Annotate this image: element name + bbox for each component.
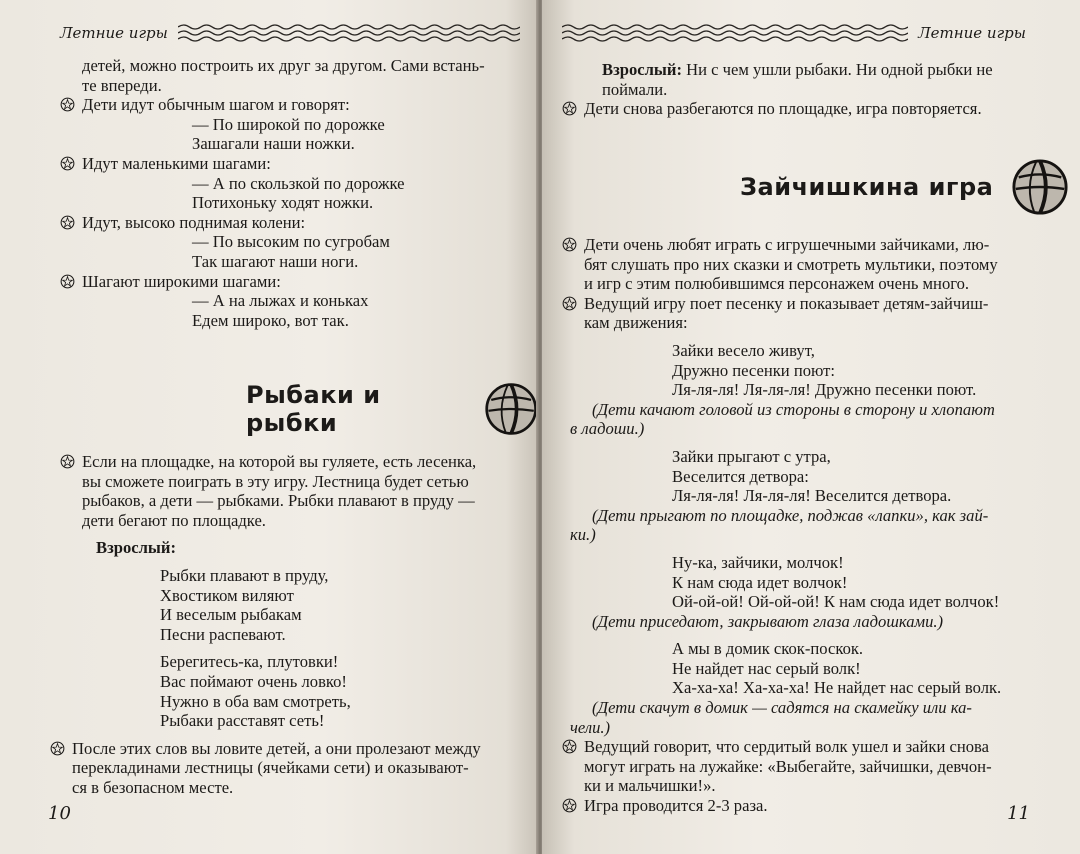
- star-bullet-icon: [60, 97, 75, 112]
- page-number: 11: [1007, 803, 1030, 824]
- song-stanza: А мы в домик скок-поскок. Не найдет нас серый волк! Ха-ха-ха! Ха-ха-ха! Не найдет нас серый волк.: [672, 639, 1002, 698]
- song-stanza: Зайки весело живут, Дружно песенки поют: Ля-ля-ля! Ля-ля-ля! Дружно песенки поют.: [672, 340, 977, 400]
- right-page: [542, 0, 1080, 854]
- walk-item: Шагают широкими шагами: — А на лыжах и коньках Едем широко, вот так.: [60, 272, 520, 331]
- star-bullet-icon: [562, 739, 577, 754]
- stage-direction: (Дети приседают, закрывают глаза ладошками.): [592, 611, 944, 631]
- star-bullet-icon: [60, 454, 75, 469]
- stage-direction: (Дети качают головой из стороны в сторону и хлопают в ладоши.): [570, 399, 995, 439]
- stage-direction: (Дети прыгают по площадке, поджав «лапки», как зай- ки.): [570, 505, 989, 545]
- verse: — А на лыжах и коньках Едем широко, вот так.: [192, 291, 369, 330]
- star-bullet-icon: [60, 274, 75, 289]
- header-title: Летние игры: [60, 24, 168, 42]
- section-heading: [740, 158, 1069, 216]
- repeat-paragraph: Дети снова разбегаются по площадке, игра повторяется.: [562, 99, 1032, 119]
- adult-label: Взрослый:: [602, 60, 682, 79]
- section-heading: [246, 380, 538, 438]
- fishermen-end-text: Взрослый: Ни с чем ушли рыбаки. Ни одной рыбки не поймали. Дети снова разбегаются по площадке, игра повторяется.: [562, 60, 1032, 119]
- stage-direction: (Дети скачут в домик — садятся на скамейку или ка- чели.): [570, 698, 972, 737]
- adult-label: Взрослый:: [96, 538, 176, 558]
- page-header: [562, 18, 1026, 48]
- intro-paragraph: Дети очень любят играть с игрушечными зайчиками, лю- бят слушать про них сказки и смотреть мультики, поэтому и игр с этим полюбившимся персонажем очень много.: [562, 235, 1028, 294]
- star-bullet-icon: [562, 237, 577, 252]
- intro-text: детей, можно построить их друг за другом. Сами встань- те впереди.: [82, 56, 485, 95]
- walk-item: Идут маленькими шагами: — А по скользкой по дорожке Потихоньку ходят ножки.: [60, 154, 520, 213]
- fishermen-game-text: [60, 452, 522, 798]
- ball-icon: [1011, 158, 1069, 216]
- walking-game-text: [60, 56, 520, 330]
- star-bullet-icon: [562, 296, 577, 311]
- song-stanza: Зайки прыгают с утра, Веселится детвора: Ля-ля-ля! Ля-ля-ля! Веселится детвора.: [672, 446, 952, 506]
- star-bullet-icon: [60, 215, 75, 230]
- page-number: 10: [48, 803, 71, 824]
- wave-ornament: [562, 22, 908, 44]
- wave-ornament: [178, 22, 520, 44]
- star-bullet-icon: [562, 798, 577, 813]
- verse: — По широкой по дорожке Зашагали наши ножки.: [192, 114, 385, 154]
- verse: — По высоким по сугробам Так шагают наши ноги.: [192, 232, 390, 271]
- star-bullet-icon: [562, 101, 577, 116]
- section-title: Зайчишкина игра: [740, 173, 994, 201]
- left-page: [0, 0, 538, 854]
- ball-icon: [484, 380, 538, 438]
- page-header: [60, 18, 520, 48]
- song-stanza: Ну-ка, зайчики, молчок! К нам сюда идет волчок! Ой-ой-ой! Ой-ой-ой! К нам сюда идет волчок!: [672, 552, 1000, 612]
- section-title: Рыбаки и рыбки: [246, 381, 381, 437]
- verse: — А по скользкой по дорожке Потихоньку ходят ножки.: [192, 173, 405, 213]
- poem: Рыбки плавают в пруду, Хвостиком виляют И веселым рыбакам Песни распевают. Берегитесь-ка, плутовки! Вас поймают очень ловко! Нужно в оба вам смотреть, Рыбаки расставят сеть!: [160, 565, 351, 731]
- rounds-paragraph: Игра проводится 2-3 раза.: [562, 796, 1028, 816]
- walk-item: Идут, высоко поднимая колени: — По высоким по сугробам Так шагают наши ноги.: [60, 213, 520, 272]
- leader-paragraph: Ведущий игру поет песенку и показывает детям-зайчиш- кам движения:: [562, 294, 1028, 333]
- bunny-game-text: [562, 235, 1028, 816]
- star-bullet-icon: [50, 741, 65, 756]
- after-paragraph: После этих слов вы ловите детей, а они пролезают между перекладинами лестницы (ячейками сети) и оказывают- ся в безопасном месте.: [50, 739, 522, 798]
- rules-paragraph: Если на площадке, на которой вы гуляете, есть лесенка, вы сможете поиграть в эту игру. Лестница будет сетью рыбаков, а дети — рыбками. Рыбки плавают в пруду — дети бегают по площадке.: [60, 452, 522, 530]
- final-paragraph: Ведущий говорит, что сердитый волк ушел и зайки снова могут играть на лужайке: «Выбегайте, зайчишки, девчон- ки и мальчишки!».: [562, 737, 1028, 796]
- star-bullet-icon: [60, 156, 75, 171]
- header-title: Летние игры: [918, 24, 1026, 42]
- walk-item: Дети идут обычным шагом и говорят: — По широкой по дорожке Зашагали наши ножки.: [60, 95, 520, 154]
